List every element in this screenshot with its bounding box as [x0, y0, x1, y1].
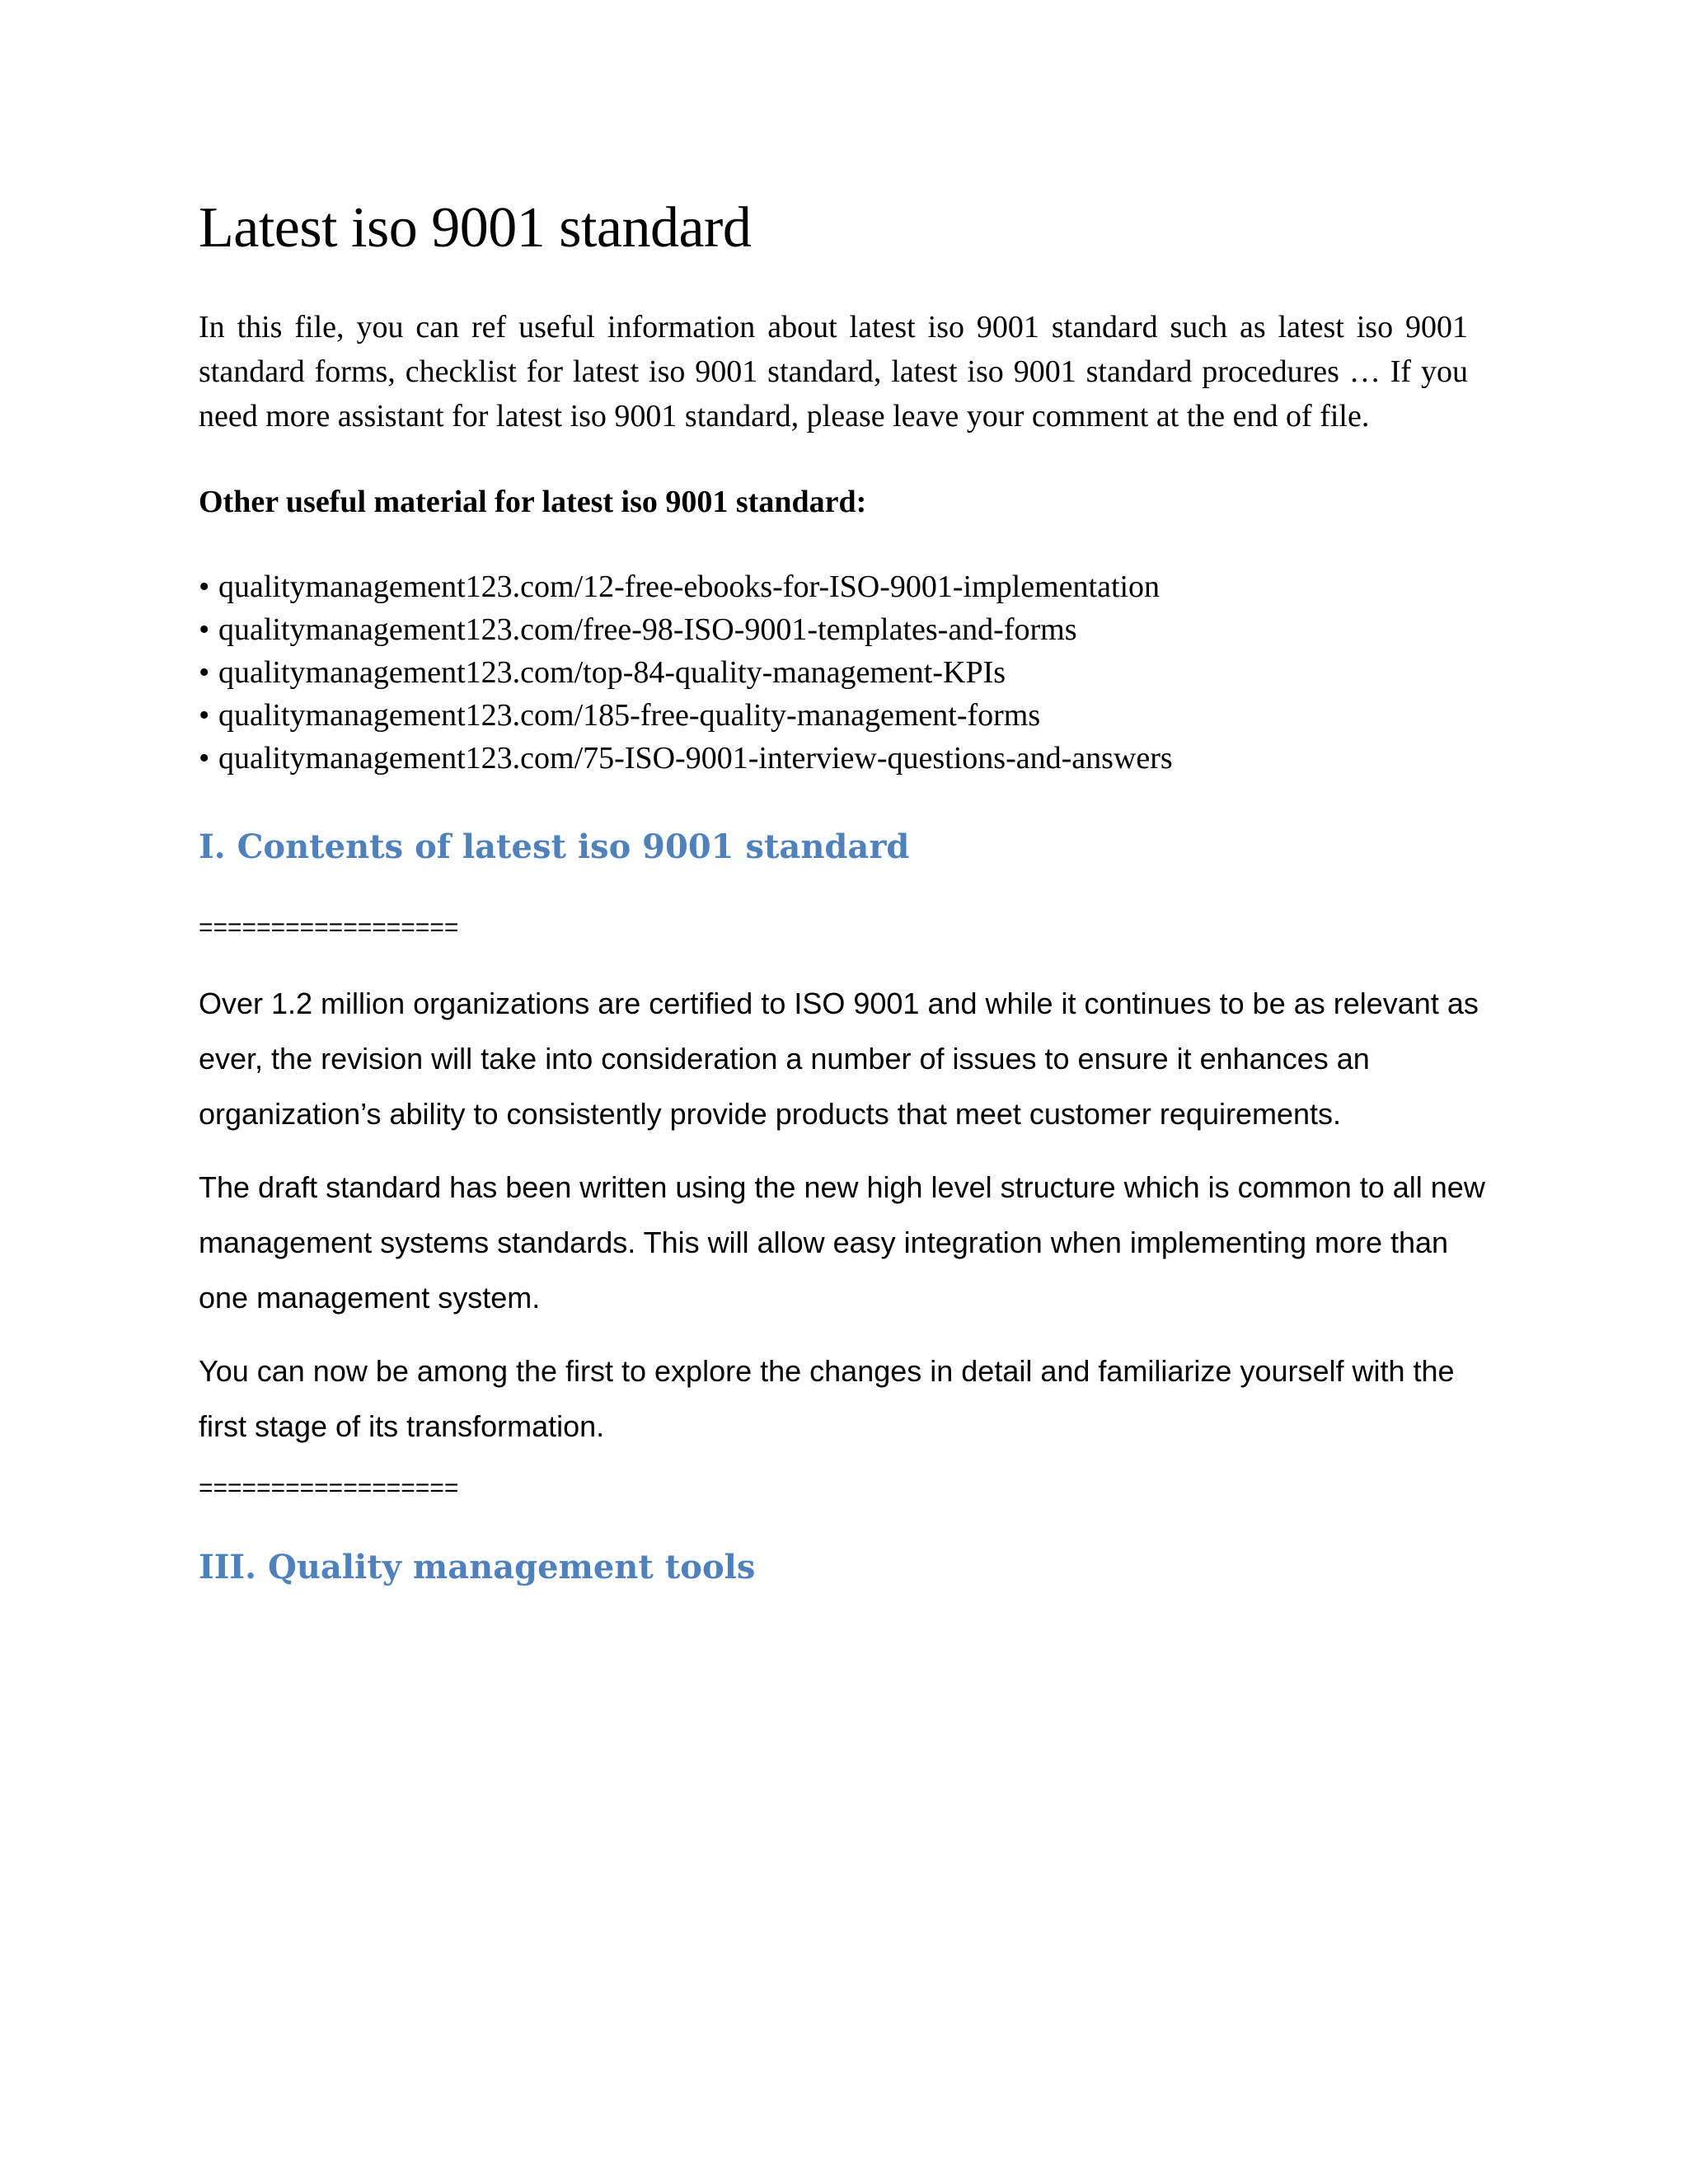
list-item [199, 608, 1501, 651]
link-text: qualitymanagement123.com/75-ISO-9001-interview-questions-and-answers [218, 741, 1173, 776]
link-text: qualitymanagement123.com/free-98-ISO-9001-templates-and-forms [218, 612, 1077, 647]
useful-material-heading: Other useful material for latest iso 9001 standard: [199, 485, 867, 519]
document-content [199, 191, 1501, 1591]
useful-links-list [199, 565, 1501, 780]
list-item [199, 565, 1501, 608]
list-item [199, 651, 1501, 694]
bullet-marker: • [199, 612, 210, 647]
bullet-marker: • [199, 741, 210, 776]
separator-line: ================== [199, 914, 459, 941]
bullet-marker: • [199, 655, 210, 690]
body-paragraph-2: The draft standard has been written using the new high level structure which is common to all new management systems standards. This will allow easy integration when implementing more than one management system. [199, 1170, 1485, 1315]
list-item [199, 694, 1501, 737]
intro-paragraph: In this file, you can ref useful information about latest iso 9001 standard such as latest iso 9001 standard forms, checklist for latest iso 9001 standard, latest iso 9001 standard procedures … If you need more assistant for latest iso 9001 standard, please leave your comment at the end of file. [199, 310, 1468, 434]
document-title: Latest iso 9001 standard [199, 196, 752, 260]
section-heading-contents: I. Contents of latest iso 9001 standard [199, 827, 910, 866]
link-text: qualitymanagement123.com/top-84-quality-management-KPIs [218, 655, 1006, 690]
bullet-marker: • [199, 569, 210, 604]
body-paragraph-3: You can now be among the first to explore the changes in detail and familiarize yourself with the first stage of its transformation. [199, 1354, 1455, 1443]
body-paragraph-1: Over 1.2 million organizations are certified to ISO 9001 and while it continues to be as relevant as ever, the revision will take into consideration a number of issues to ensure it enhances an organization’s ability to consistently provide products that meet customer requirements. [199, 987, 1479, 1131]
link-text: qualitymanagement123.com/12-free-ebooks-for-ISO-9001-implementation [218, 569, 1160, 604]
link-text: qualitymanagement123.com/185-free-quality-management-forms [218, 698, 1041, 733]
section-heading-tools: III. Quality management tools [199, 1548, 756, 1586]
separator-line: ================== [199, 1474, 459, 1502]
bullet-marker: • [199, 698, 210, 733]
list-item [199, 737, 1501, 780]
